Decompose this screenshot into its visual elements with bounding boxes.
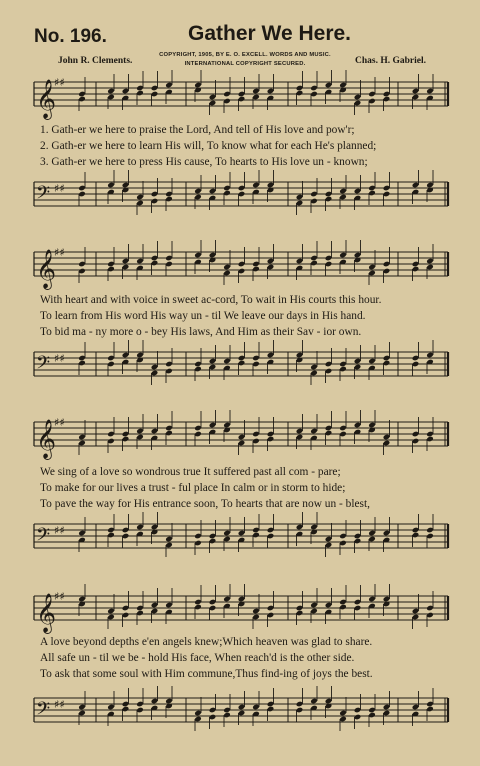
svg-text:♯♯: ♯♯: [54, 590, 65, 603]
svg-text:♯♯: ♯♯: [54, 524, 65, 537]
treble-staff-1: [0, 70, 480, 122]
svg-text:♯♯: ♯♯: [54, 246, 65, 259]
verse-line-4-2: All safe un - til we be - hold His face, When reach'd is the other side.: [40, 652, 355, 664]
verse-line-3-2: To make for our lives a trust - ful place In calm or in storm to hide;: [40, 482, 346, 494]
verse-line-4-3: To ask that some soul with Him commune,Thus find-ing of joys the best.: [40, 668, 373, 680]
svg-text:𝄢: 𝄢: [36, 353, 51, 378]
bass-staff-3: [0, 512, 480, 564]
bass-staff-4: [0, 686, 480, 744]
hymn-header: [0, 0, 480, 80]
copyright-line-2: INTERNATIONAL COPYRIGHT SECURED.: [184, 61, 306, 67]
bass-staff-1: [0, 170, 480, 222]
svg-text:♯♯: ♯♯: [54, 416, 65, 429]
svg-text:♯♯: ♯♯: [54, 76, 65, 89]
verse-line-3-3: To pave the way for His entrance soon, To hearts that are now un - blest,: [40, 498, 371, 510]
svg-text:♯♯: ♯♯: [54, 352, 65, 365]
svg-text:𝄞: 𝄞: [36, 593, 57, 633]
svg-text:𝄢: 𝄢: [36, 525, 51, 550]
copyright-line-1: COPYRIGHT, 1905, BY E. O. EXCELL. WORDS AND MUSIC.: [159, 52, 331, 58]
verse-line-4-1: A love beyond depths e'en angels knew;Which heaven was glad to share.: [40, 636, 373, 648]
hymn-title: Gather We Here.: [188, 22, 352, 45]
svg-text:♯♯: ♯♯: [54, 698, 65, 711]
svg-text:♯♯: ♯♯: [54, 182, 65, 195]
verse-line-1-2: 2. Gath-er we here to learn His will, To know what for each He's planned;: [40, 140, 377, 152]
svg-text:𝄞: 𝄞: [36, 79, 57, 119]
composer: Chas. H. Gabriel.: [355, 56, 426, 66]
treble-staff-2: [0, 240, 480, 292]
svg-text:𝄞: 𝄞: [36, 419, 57, 459]
svg-text:𝄞: 𝄞: [36, 249, 57, 289]
verse-line-2-2: To learn from His word His way un - til We leave our days in His hand.: [40, 310, 366, 322]
verse-line-2-3: To bid ma - ny more o - bey His laws, And Him as their Sav - ior own.: [40, 326, 362, 338]
treble-staff-4: [0, 584, 480, 636]
verse-line-2-1: With heart and with voice in sweet ac-cord, To wait in His courts this hour.: [40, 294, 382, 306]
verse-line-1-1: 1. Gath-er we here to praise the Lord, And tell of His love and pow'r;: [40, 124, 355, 136]
verse-line-1-3: 3. Gath-er we here to press His cause, To hearts to His love un - known;: [40, 156, 368, 168]
svg-text:𝄢: 𝄢: [36, 183, 51, 208]
bass-staff-2: [0, 340, 480, 392]
svg-text:𝄢: 𝄢: [36, 699, 51, 724]
treble-staff-3: [0, 410, 480, 462]
hymn-number: No. 196.: [34, 26, 107, 47]
verse-line-3-1: We sing of a love so wondrous true It suffered past all com - pare;: [40, 466, 341, 478]
lyricist: John R. Clements.: [58, 56, 133, 66]
